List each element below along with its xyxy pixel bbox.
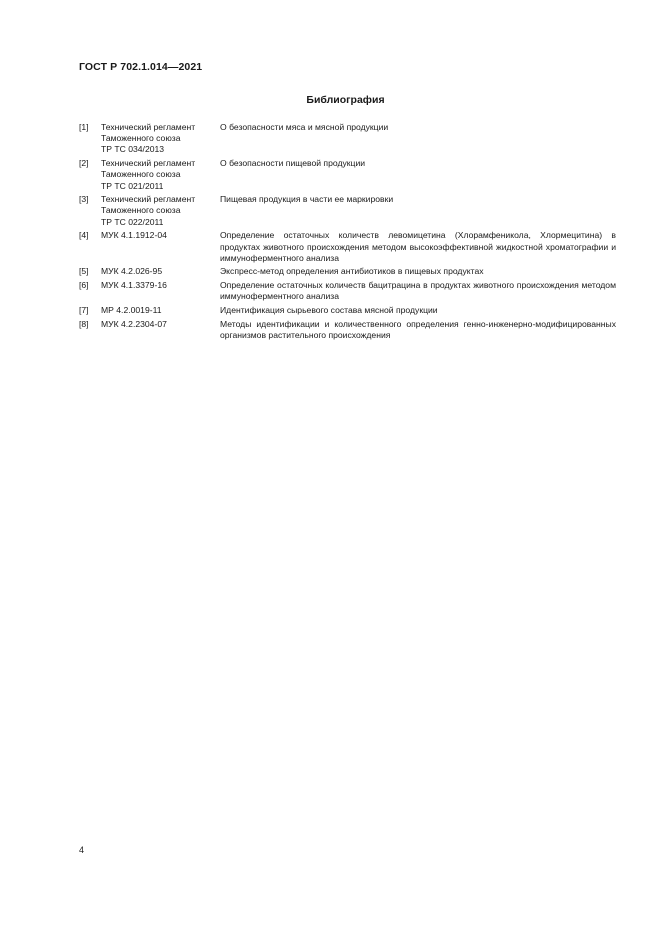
entry-description: О безопасности пищевой продукции	[220, 158, 366, 169]
entry-reference	[101, 305, 220, 316]
bibliography-entry	[79, 280, 616, 302]
entry-description: Определение остаточных количеств бацитрацина в продуктах животного происхождения методом иммуноферментного анализа	[220, 280, 616, 302]
bibliography-entry	[79, 158, 616, 192]
entry-reference-line: Технический регламент	[101, 158, 196, 169]
bibliography-title: Библиография	[306, 94, 385, 106]
bibliography-entry	[79, 305, 616, 316]
entry-number: [6]	[79, 280, 89, 291]
entry-description: Экспресс-метод определения антибиотиков в пищевых продуктах	[220, 266, 484, 277]
entry-reference	[101, 122, 220, 156]
entry-reference-line: ТР ТС 021/2011	[101, 180, 164, 191]
bibliography-entry	[79, 230, 616, 264]
entry-reference	[101, 194, 220, 228]
entry-reference-line: МР 4.2.0019-11	[101, 305, 162, 316]
entry-number: [4]	[79, 230, 89, 241]
bibliography-entry	[79, 319, 616, 341]
entry-number: [7]	[79, 305, 89, 316]
entry-number: [2]	[79, 158, 89, 169]
document-header: ГОСТ Р 702.1.014—2021	[79, 61, 203, 73]
entry-description: Определение остаточных количеств левомицетина (Хлорамфеникола, Хлормецитина) в продуктах животного происхождения методом высокоэффективной жидкостной хроматографии и иммуноферментного анализа	[220, 230, 616, 263]
entry-reference	[101, 280, 220, 302]
entry-description: Пищевая продукция в части ее маркировки	[220, 194, 394, 205]
bibliography-entry	[79, 266, 616, 277]
entry-reference	[101, 319, 220, 341]
entry-reference-line: Таможенного союза	[101, 169, 181, 180]
entry-number: [8]	[79, 318, 89, 329]
bibliography-entry	[79, 122, 616, 156]
entry-reference	[101, 230, 220, 264]
entry-description: Методы идентификации и количественного определения генно-инженерно-модифицированных организмов растительного происхождения	[220, 318, 616, 340]
entry-reference-line: ТР ТС 022/2011	[101, 216, 164, 227]
entry-reference	[101, 158, 220, 192]
entry-description: О безопасности мяса и мясной продукции	[220, 122, 389, 132]
entry-reference-line: Таможенного союза	[101, 205, 181, 216]
entry-description: Идентификация сырьевого состава мясной продукции	[220, 305, 438, 316]
entry-reference-line: Технический регламент	[101, 122, 196, 132]
entry-reference-line: МУК 4.1.1912-04	[101, 230, 167, 241]
entry-reference-line: Технический регламент	[101, 194, 196, 205]
bibliography-entry	[79, 194, 616, 228]
entry-number: [3]	[79, 194, 89, 205]
entry-reference-line: МУК 4.2.026-95	[101, 266, 163, 277]
bibliography-list	[79, 122, 616, 344]
entry-reference	[101, 266, 220, 277]
entry-reference-line: Таможенного союза	[101, 133, 181, 144]
page-number: 4	[79, 845, 85, 855]
entry-reference-line: МУК 4.2.2304-07	[101, 318, 167, 329]
entry-number: [5]	[79, 266, 89, 277]
entry-reference-line: МУК 4.1.3379-16	[101, 280, 167, 291]
entry-number: [1]	[79, 122, 89, 132]
entry-reference-line: ТР ТС 034/2013	[101, 144, 165, 155]
